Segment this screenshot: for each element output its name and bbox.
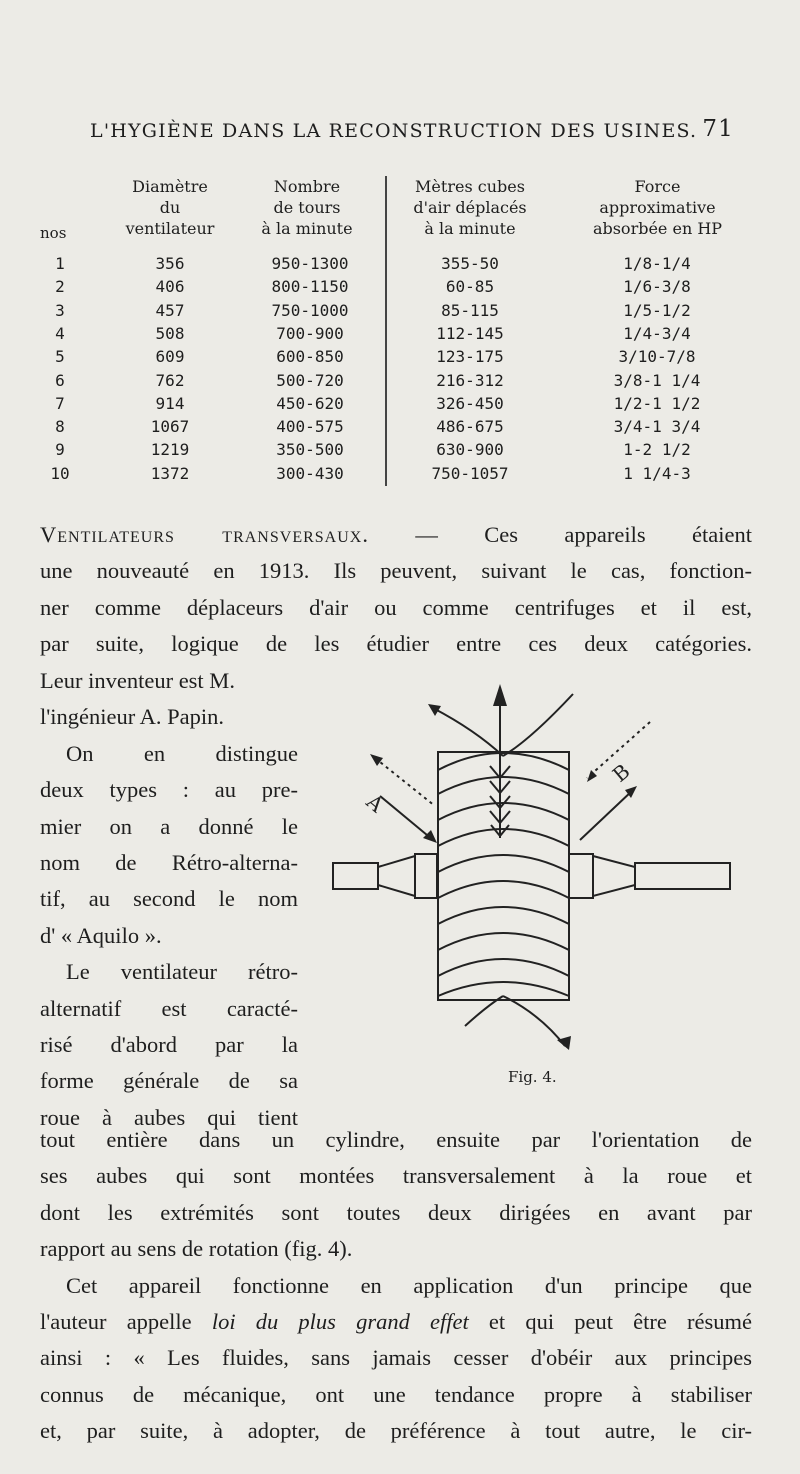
label-a: A [361, 789, 389, 818]
table-cell: 9 [55, 440, 65, 460]
table-cell: 3 [55, 300, 65, 320]
table-cell: 3/8-1 1/4 [613, 370, 701, 390]
table-cell: 7 [55, 393, 65, 413]
text-line: par suite, logique de les étudier entre ces deux catégories. [40, 631, 752, 657]
table-cell: 400-575 [276, 417, 344, 437]
table-cell: 112-145 [436, 323, 504, 343]
table-row [0, 277, 800, 300]
table-header-rpm: Nombre de tours à la minute [261, 177, 353, 238]
paragraph-intro [40, 517, 752, 663]
table-cell: 1372 [150, 463, 190, 483]
left-collar [415, 854, 437, 898]
table-cell: 1/5-1/2 [623, 300, 691, 320]
table-cell: 762 [155, 370, 185, 390]
table-row [0, 254, 800, 277]
text-line: alternatif est caracté- [40, 995, 298, 1021]
table-cell: 2 [55, 277, 65, 297]
text-line: Le ventilateur rétro- [66, 959, 298, 985]
table-cell: 4 [55, 323, 65, 343]
table-cell: 914 [155, 393, 185, 413]
table-cell: 750-1000 [271, 300, 349, 320]
table-row [0, 301, 800, 324]
table-row [0, 371, 800, 394]
figure-caption: Fig. 4. [508, 1068, 557, 1086]
table-cell: 950-1300 [271, 254, 349, 273]
table-cell: 1/6-3/8 [623, 277, 691, 297]
text-line: connus de mécanique, ont une tendance propre à stabiliser [40, 1381, 752, 1407]
arrow-a-dashed-head [370, 754, 383, 766]
table-row [0, 347, 800, 370]
flow-bottom-right [503, 996, 565, 1046]
flow-arrowhead-top [428, 704, 441, 716]
table-cell: 508 [155, 323, 185, 343]
paragraph-continuation [40, 1122, 752, 1450]
text-line: une nouveauté en 1913. Ils peuvent, suivant le cas, fonction- [40, 558, 752, 584]
text-line: risé d'abord par la [40, 1031, 298, 1057]
right-collar [569, 854, 593, 898]
text-line: Cet appareil fonctionne en application d'un principe que [66, 1272, 752, 1298]
text-line: roue à aubes qui tient [40, 1104, 298, 1130]
table-cell: 60-85 [445, 277, 495, 297]
text-line: l'auteur appelle loi du plus grand effet et qui peut être résumé [40, 1308, 752, 1334]
table-row [0, 417, 800, 440]
arrow-b [580, 790, 633, 840]
table-cell: 8 [55, 417, 65, 437]
table-header-diameter: Diamètre du ventilateur [125, 177, 215, 238]
arrow-a-head [423, 830, 437, 843]
text-line: nom de Rétro-alterna- [40, 849, 298, 875]
table-cell: 350-500 [276, 440, 344, 460]
emphasis: loi du plus grand effet [211, 1308, 469, 1334]
left-hub [378, 856, 415, 896]
label-b: B [607, 758, 635, 787]
text-line: rapport au sens de rotation (fig. 4). [40, 1236, 353, 1262]
table-cell: 406 [155, 277, 185, 297]
text-line: mier on a donné le [40, 813, 298, 839]
table-cell: 700-900 [276, 323, 344, 343]
table-cell: 800-1150 [271, 277, 349, 297]
text-line: et, par suite, à adopter, de préférence à tout autre, le cir- [40, 1418, 752, 1444]
table-cell: 326-450 [436, 393, 504, 413]
text-line: tif, au second le nom [40, 886, 298, 912]
table-cell: 216-312 [436, 370, 504, 390]
table-cell: 3/4-1 3/4 [613, 417, 701, 437]
table-cell: 356 [155, 254, 185, 273]
table-header-nos: nos [40, 224, 67, 242]
text-line: ainsi : « Les fluides, sans jamais cesser d'obéir aux principes [40, 1345, 752, 1371]
text-line: deux types : au pre- [40, 777, 298, 803]
text-line: ner comme déplaceurs d'air ou comme centrifuges et il est, [40, 594, 752, 620]
page-number: 71 [702, 116, 734, 142]
table-row [0, 464, 800, 487]
table-cell: 750-1057 [431, 463, 509, 483]
table-cell: 1219 [150, 440, 190, 460]
text-line: On en distingue [66, 740, 298, 766]
right-hub [593, 856, 635, 896]
table-cell: 3/10-7/8 [618, 347, 696, 367]
text-line: tout entière dans un cylindre, ensuite par l'orientation de [40, 1127, 752, 1152]
table-cell: 1/8-1/4 [623, 254, 691, 273]
table-cell: 300-430 [276, 463, 344, 483]
table-header-air-volume: Mètres cubes d'air déplacés à la minute [413, 177, 527, 238]
table-cell: 457 [155, 300, 185, 320]
table-row [0, 440, 800, 463]
running-title: L'HYGIÈNE DANS LA RECONSTRUCTION DES USINES. [90, 120, 698, 142]
table-cell: 1/4-3/4 [623, 323, 691, 343]
table-row [0, 324, 800, 347]
flow-top-right [503, 694, 573, 756]
center-arrowhead [493, 684, 507, 706]
table-cell: 486-675 [436, 417, 504, 437]
section-heading: Ventilateurs transversaux. [40, 522, 369, 547]
right-shaft [635, 863, 730, 889]
table-cell: 10 [50, 463, 70, 483]
table-cell: 85-115 [441, 300, 499, 320]
table-cell: 6 [55, 370, 65, 390]
text-line: d' « Aquilo ». [40, 922, 162, 948]
text-line: Leur inventeur est M. [40, 668, 235, 693]
table-cell: 630-900 [436, 440, 504, 460]
arrow-a [380, 796, 433, 840]
table-cell: 5 [55, 347, 65, 367]
table-cell: 355-50 [441, 254, 499, 273]
table-cell: 1-2 1/2 [623, 440, 691, 460]
table-cell: 500-720 [276, 370, 344, 390]
flow-top-left [433, 708, 503, 756]
running-head [90, 116, 740, 146]
table-cell: 609 [155, 347, 185, 367]
table-cell: 1 [55, 254, 65, 273]
fan-diagram [325, 678, 745, 1098]
table-cell: 450-620 [276, 393, 344, 413]
table-cell: 1 1/4-3 [623, 463, 691, 483]
table-header-power: Force approximative absorbée en HP [592, 177, 723, 238]
left-shaft [333, 863, 378, 889]
text-line: dont les extrémités sont toutes deux dirigées en avant par [40, 1199, 752, 1225]
table-cell: 1067 [150, 417, 190, 437]
arrow-b-dashed-head [587, 770, 597, 782]
paragraph-narrow [40, 663, 298, 1136]
table-row [0, 394, 800, 417]
table-cell: 600-850 [276, 347, 344, 367]
text-line: l'ingénieur A. Papin. [40, 704, 225, 730]
table-cell: 123-175 [436, 347, 504, 367]
text-line: forme générale de sa [40, 1068, 298, 1094]
table-cell: 1/2-1 1/2 [613, 393, 701, 413]
text-line: Ventilateurs transversaux. — Ces appareils étaient [40, 522, 752, 547]
text-line: ses aubes qui sont montées transversalement à la roue et [40, 1163, 752, 1189]
